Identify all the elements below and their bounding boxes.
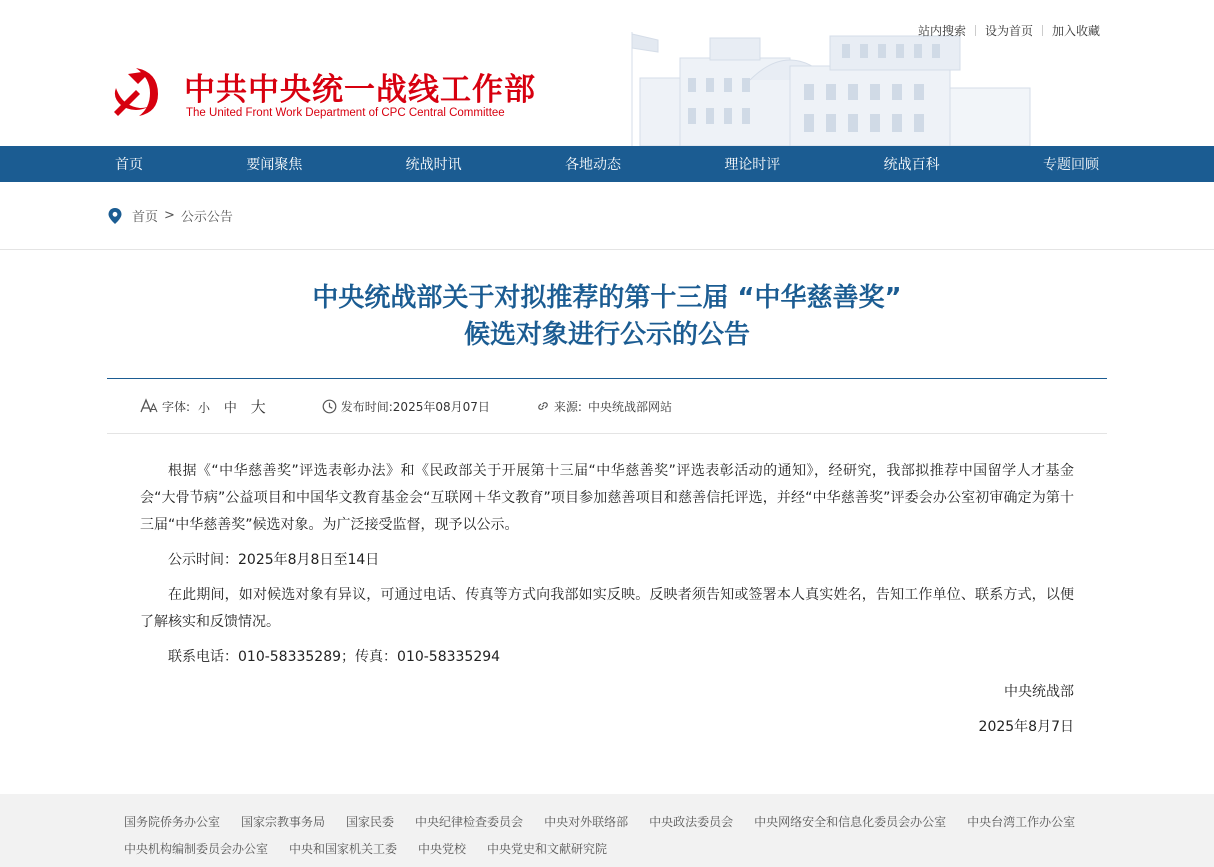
divider — [1042, 25, 1043, 36]
site-header — [0, 0, 1214, 146]
font-size-label: 字体: — [162, 399, 191, 414]
footer-link[interactable]: 中央党校 — [418, 842, 467, 856]
paragraph: 根据《“中华慈善奖”评选表彰办法》和《民政部关于开展第十三届“中华慈善奖”评选表彰活动的通知》，经研究，我部拟推荐中国留学人才基金会“大骨节病”公益项目和中国华文教育基金会“互联网＋华文教育”项目参加慈善项目和慈善信托评选，并经“中华慈善奖”评委会办公室初审确定为第十三届“中华慈善奖”候选对象。为广泛接受监督，现予以公示。 — [140, 463, 1074, 533]
breadcrumb — [0, 182, 1214, 250]
footer-link[interactable]: 中央和国家机关工委 — [289, 842, 398, 856]
top-links — [918, 22, 1100, 39]
breadcrumb-current[interactable]: 公示公告 — [180, 210, 233, 225]
source-value: 中央统战部网站 — [587, 399, 672, 414]
article-title — [107, 250, 1107, 379]
source — [536, 398, 672, 415]
paragraph: 公示时间：2025年8月8日至14日 — [168, 552, 380, 568]
divider — [975, 25, 976, 36]
paragraph: 在此期间，如对候选对象有异议，可通过电话、传真等方式向我部如实反映。反映者须告知或签署本人真实姓名，告知工作单位、联系方式，以便了解核实和反馈情况。 — [140, 587, 1074, 630]
source-label: 来源: — [553, 399, 582, 414]
sign-date: 2025年8月7日 — [978, 719, 1074, 735]
nav-united-front-news[interactable]: 统战时讯 — [405, 157, 462, 173]
signature: 中央统战部 — [1004, 684, 1074, 700]
nav-special-topics[interactable]: 专题回顾 — [1042, 157, 1099, 173]
font-size-control — [140, 396, 276, 417]
footer-link[interactable]: 中央纪律检查委员会 — [415, 815, 524, 829]
publish-date-label: 发布时间: — [340, 399, 393, 414]
footer-link[interactable]: 国家宗教事务局 — [241, 815, 326, 829]
nav-encyclopedia[interactable]: 统战百科 — [883, 157, 940, 173]
font-small-button[interactable]: 小 — [198, 400, 211, 415]
clock-icon — [322, 399, 337, 414]
site-search-link[interactable]: 站内搜索 — [917, 24, 966, 38]
footer-link[interactable]: 中央党史和文献研究院 — [487, 842, 608, 856]
font-medium-button[interactable]: 中 — [223, 400, 237, 416]
article-title-line2: 候选对象进行公示的公告 — [463, 320, 750, 350]
nav-home[interactable]: 首页 — [115, 157, 143, 173]
footer-link[interactable]: 中央对外联络部 — [544, 815, 629, 829]
site-title[interactable]: 中共中央统一战线工作部 — [184, 72, 536, 108]
location-pin-icon — [108, 208, 122, 224]
breadcrumb-home[interactable]: 首页 — [132, 210, 159, 225]
publish-date-value: 2025年08月07日 — [392, 399, 490, 414]
main-nav — [0, 146, 1214, 182]
article-title-line1: 中央统战部关于对拟推荐的第十三届 “中华慈善奖” — [312, 283, 902, 313]
footer-links — [0, 794, 1214, 867]
font-size-icon — [140, 398, 158, 414]
nav-local-updates[interactable]: 各地动态 — [564, 157, 621, 173]
footer-link[interactable]: 中央网络安全和信息化委员会办公室 — [754, 815, 947, 829]
article-meta — [107, 379, 1107, 434]
font-large-button[interactable]: 大 — [250, 397, 266, 416]
site-subtitle: The United Front Work Department of CPC Central Committee — [186, 107, 505, 119]
party-emblem-icon[interactable] — [106, 62, 164, 120]
link-icon — [536, 399, 550, 413]
article — [107, 250, 1107, 741]
publish-date — [322, 398, 490, 415]
nav-news-focus[interactable]: 要闻聚焦 — [246, 157, 303, 173]
set-homepage-link[interactable]: 设为首页 — [984, 24, 1033, 38]
add-favorite-link[interactable]: 加入收藏 — [1051, 24, 1100, 38]
paragraph: 联系电话：010-58335289；传真：010-58335294 — [168, 649, 501, 665]
nav-theory-commentary[interactable]: 理论时评 — [724, 157, 781, 173]
breadcrumb-separator: > — [164, 208, 175, 223]
footer-link[interactable]: 国家民委 — [346, 815, 395, 829]
footer-link[interactable]: 国务院侨务办公室 — [124, 815, 221, 829]
footer-link[interactable]: 中央政法委员会 — [649, 815, 734, 829]
article-body — [107, 434, 1107, 741]
footer-link[interactable]: 中央台湾工作办公室 — [967, 815, 1076, 829]
footer-link[interactable]: 中央机构编制委员会办公室 — [124, 842, 269, 856]
